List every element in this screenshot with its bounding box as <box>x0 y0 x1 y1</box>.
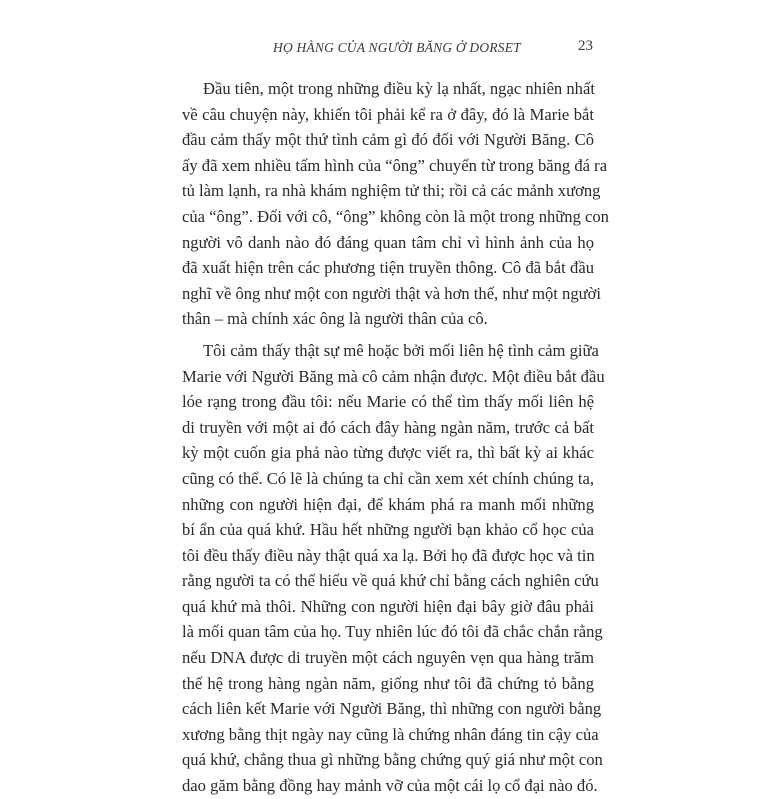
text-line: cũng có thể. Có lẽ là chúng ta chỉ cần xem xét chính chúng ta, <box>182 468 594 488</box>
text-line: bí ẩn của quá khứ. Hầu hết những người bạn khảo cổ học của <box>182 520 594 540</box>
text-line: lóe rạng trong đầu tôi: nếu Marie có thể tìm thấy mối liên hệ <box>182 392 594 412</box>
text-line: di truyền với một ai đó cách đây hàng ngàn năm, trước cả bất <box>182 417 594 437</box>
text-line: xương bằng thịt ngày nay cũng là chứng nhân đáng tin cậy của <box>182 724 599 744</box>
text-line: của “ông”. Đối với cô, “ông” không còn là một trong những con <box>182 206 609 226</box>
text-line: nếu DNA được di truyền một cách nguyên vẹn qua hàng trăm <box>182 648 594 668</box>
page-number: 23 <box>578 38 593 54</box>
body-text <box>182 76 609 799</box>
text-line: về câu chuyện này, khiến tôi phải kể ra ở đây, đó là Marie bắt <box>182 104 594 124</box>
text-line: người vô danh nào đó đáng quan tâm chỉ vì hình ảnh của họ <box>182 232 594 252</box>
text-line: nghĩ về ông như một con người thật và hơn thế, như một người <box>182 283 602 303</box>
text-line: Marie với Người Băng mà cô cảm nhận được. Một điều bắt đầu <box>182 366 605 386</box>
text-line: dao găm bằng đồng hay mảnh vỡ của một cái lọ cổ đại nào đó. <box>182 776 598 796</box>
paragraph-1 <box>182 76 609 332</box>
text-line: đã xuất hiện trên các phương tiện truyền thông. Cô đã bắt đầu <box>182 258 594 278</box>
text-line: những con người hiện đại, để khám phá ra manh mối những <box>182 494 594 514</box>
text-line: là mối quan tâm của họ. Tuy nhiên lúc đó tôi đã chắc chắn rằng <box>182 622 603 642</box>
running-header-title: HỌ HÀNG CỦA NGƯỜI BĂNG Ở DORSET <box>273 40 521 55</box>
text-line: thế hệ trong hàng ngàn năm, giống như tôi đã chứng tỏ bằng <box>182 673 594 693</box>
text-line: thân – mà chính xác ông là người thân của cô. <box>182 309 488 329</box>
text-line: quá khứ, chẳng thua gì những bằng chứng quý giá như một con <box>182 750 603 770</box>
text-line: Tôi cảm thấy thật sự mê hoặc bởi mối liên hệ tình cảm giữa <box>203 340 599 360</box>
text-line: quá khứ mà thôi. Những con người hiện đại bây giờ đâu phải <box>182 596 594 616</box>
text-line: rằng người ta có thể hiểu về quá khứ chỉ bằng cách nghiên cứu <box>182 571 599 591</box>
text-line: kỳ một cuốn gia phả nào từng được viết ra, thì bất kỳ ai khác <box>182 443 594 463</box>
text-line: đầu cảm thấy một thứ tình cảm gì đó đối với Người Băng. Cô <box>182 130 594 150</box>
text-line: tủ làm lạnh, ra nhà khám nghiệm tử thi; rồi cả các mảnh xương <box>182 181 601 201</box>
text-line: tôi đều thấy điều này thật quá xa lạ. Bởi họ đã được học và tin <box>182 545 595 565</box>
paragraph-2 <box>182 338 605 799</box>
text-line: Đầu tiên, một trong những điều kỳ lạ nhất, ngạc nhiên nhất <box>203 79 595 98</box>
text-line: ấy đã xem nhiều tấm hình của “ông” chuyển từ trong băng đá ra <box>182 155 608 175</box>
text-line: cách liên kết Marie với Người Băng, thì những con người bằng <box>182 699 602 719</box>
